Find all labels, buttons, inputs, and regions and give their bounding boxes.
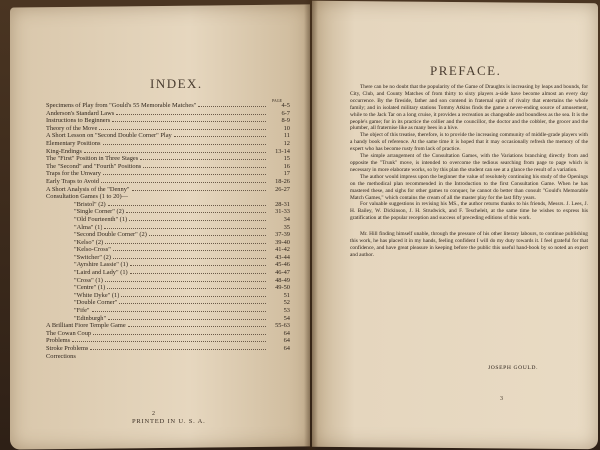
- index-entry-page: 11: [283, 132, 290, 140]
- leader-dots: [174, 136, 266, 137]
- index-entry-title: A Brilliant Fiore Temple Game: [46, 322, 126, 330]
- index-entry: [46, 140, 290, 148]
- index-entry-page: 41-42: [275, 246, 290, 254]
- leader-dots: [103, 174, 266, 175]
- index-entry: [46, 201, 290, 209]
- index-entry-page: 4-5: [281, 102, 290, 109]
- index-entry: [46, 307, 290, 315]
- index-entry: [46, 345, 290, 353]
- leader-dots: [132, 190, 267, 191]
- index-entry-page: 51: [283, 291, 290, 299]
- leader-dots: [129, 220, 266, 221]
- index-entry: [46, 269, 290, 277]
- index-entry: [46, 224, 290, 232]
- preface-paragraph: There can be no doubt that the popularity of the Game of Draughts is increasing by leaps and bounds, for City, Club, and County Matches of from thirty to sixty players a-side have become almost an every day occurrence. By the fireside, father and son contend in fraternal spirit of rivalry that entertains the whole family; and in isolated military stations Tommy Atkins finds the game a never-ending source of amusement, while to the Jack Tar on a long cruise, it provides a recreation as changeable and boundless as the sea. It is the people's game; for in its practice the collier and the councillor, the doctor and the cobbler, the grocer and the plumber, all fraternise like as many bees in a hive.: [350, 84, 588, 132]
- index-entry-page: 16: [283, 162, 290, 170]
- leader-dots: [92, 311, 266, 312]
- index-entry-title: Stroke Problems: [46, 345, 89, 352]
- index-entry-title: "Second Double Corner" (2): [74, 231, 147, 239]
- index-entry-title: "Laird and Lady" (1): [74, 269, 128, 277]
- index-entry-title: Corrections: [46, 352, 76, 360]
- leader-dots: [108, 205, 266, 206]
- index-entry-title: "Switcher" (2): [74, 253, 111, 261]
- index-entry-title: "Bristol" (2): [74, 200, 106, 208]
- preface-body: [350, 84, 588, 259]
- index-entry: [46, 193, 290, 201]
- index-entry: [46, 186, 290, 194]
- index-entry-title: "Fife": [74, 307, 90, 315]
- index-entry: [46, 102, 290, 110]
- index-list: [46, 102, 290, 360]
- preface-paragraph: For valuable suggestions in revising his MS., the author returns thanks to his friends, Messrs. J. Lees, J. H. Bailey, W. Dickinson, J. H. Strudwick, and F. Tescheleit, at the same time he wishes to express his gratification at the popular reception and success of preceding editions of this work.: [350, 201, 588, 222]
- page-column-label: PAGE: [272, 98, 283, 103]
- index-entry-title: A Short Analysis of the "Denny": [46, 185, 130, 193]
- index-entry: [46, 330, 290, 338]
- index-entry: [46, 231, 290, 239]
- leader-dots: [108, 319, 266, 320]
- index-entry-page: 64: [283, 345, 290, 352]
- index-entry-page: 64: [283, 329, 290, 337]
- index-entry-title: Early Traps to Avoid: [46, 177, 99, 185]
- leader-dots: [112, 121, 266, 122]
- index-entry: [46, 315, 290, 323]
- preface-paragraph: The simple arrangement of the Consultation Games, with the Variations branching directly from and opposite the "Trunk" move, is intended to overcome the tedious searching from page to page which is necessary in more elaborate works, so by this plan the student can see at a glance the result of a variation.: [350, 153, 588, 173]
- index-entry-page: 10: [283, 124, 290, 132]
- right-page-number: 3: [500, 396, 503, 402]
- leader-dots: [90, 349, 266, 350]
- preface-paragraph: Mr. Hill finding himself unable, through the pressure of his other literary labours, to continue publishing this work, he has placed it in my hands, feeling confident I will do my duty towards it. I feel grateful for that confidence, and have great pleasure in keeping before the public this useful hand-book by so noted an expert and author.: [350, 231, 588, 258]
- index-entry-page: 55-63: [275, 322, 290, 330]
- printed-in-usa: PRINTED IN U. S. A.: [132, 418, 206, 425]
- preface-paragraph: The object of this treatise, therefore, is to provide the increasing community of middle-grade players with a handy book of reference. At the same time it is hoped that it may occasionally refresh the memory of the expert who has become rusty from lack of practice.: [350, 132, 588, 153]
- index-entry: [46, 148, 290, 156]
- index-entry: [46, 353, 290, 361]
- index-entry: [46, 163, 290, 171]
- leader-dots: [93, 334, 266, 335]
- leader-dots: [143, 167, 266, 168]
- index-entry-title: "Cross" (1): [74, 276, 103, 284]
- index-entry-title: Consultation Games (1 to 20)—: [46, 193, 129, 201]
- leader-dots: [84, 152, 266, 153]
- index-entry-page: 35: [283, 223, 290, 231]
- index-entry-title: Specimens of Play from "Gould's 55 Memorable Matches": [46, 102, 197, 109]
- leader-dots: [130, 265, 266, 266]
- author-signature: JOSEPH GOULD.: [488, 365, 539, 371]
- index-entry-page: 18-26: [275, 177, 290, 185]
- index-entry-page: 26-27: [275, 185, 290, 193]
- index-entry-title: The Cowan Coup: [46, 329, 92, 337]
- preface-title: PREFACE.: [430, 63, 502, 78]
- index-entry-title: "Centre" (1): [74, 284, 106, 292]
- index-entry-title: "Ayrshire Lassie" (1): [74, 261, 128, 269]
- leader-dots: [104, 228, 266, 229]
- leader-dots: [128, 326, 266, 327]
- index-entry: [46, 178, 290, 186]
- index-entry: [46, 254, 290, 262]
- index-entry-title: "Single Corner" (2): [74, 208, 124, 216]
- index-entry: [46, 110, 290, 118]
- index-entry-title: Anderson's Standard Laws: [46, 109, 115, 117]
- index-entry: [46, 284, 290, 292]
- index-entry-page: 53: [283, 307, 290, 315]
- index-entry: [46, 170, 290, 178]
- leader-dots: [103, 144, 267, 145]
- leader-dots: [116, 114, 266, 115]
- index-entry-title: Theory of the Move: [46, 124, 98, 132]
- index-entry-title: "Old Fourteenth" (1): [74, 215, 128, 223]
- leader-dots: [149, 235, 266, 236]
- index-entry: [46, 125, 290, 133]
- index-entry-title: King-Endings: [46, 147, 82, 155]
- preface-paragraph: The author would impress upon the beginner the value of resolutely continuing his study of the Openings on the methodical plan recommended in the Introduction to the first Consultation Game. When he has mastered these, and sighs for other games to conquer, he cannot do better than consult "Gould's Memorable Match Games," which contains the cream of all the master play for the last fifty years.: [350, 173, 588, 201]
- index-entry-title: The "First" Position in Three Stages: [46, 155, 139, 163]
- index-entry-page: 64: [283, 337, 290, 345]
- index-entry-page: 39-40: [275, 238, 290, 246]
- index-entry-title: Problems: [46, 337, 71, 345]
- leader-dots: [72, 341, 266, 342]
- book-gutter: [304, 0, 318, 450]
- index-entry-page: 34: [283, 215, 290, 223]
- index-entry: [46, 216, 290, 224]
- leader-dots: [105, 243, 266, 244]
- index-entry-page: 12: [283, 139, 290, 147]
- leader-dots: [119, 303, 266, 304]
- index-entry-page: 49-50: [275, 284, 290, 292]
- index-entry-page: 45-46: [275, 261, 290, 269]
- index-entry-page: 52: [283, 299, 290, 307]
- index-entry-title: "White Dyke" (1): [74, 291, 120, 299]
- index-entry-page: 31-33: [275, 208, 290, 216]
- leader-dots: [113, 258, 266, 259]
- index-entry: [46, 208, 290, 216]
- index-entry-page: 15: [283, 155, 290, 163]
- leader-dots: [99, 129, 266, 130]
- index-entry-page: 54: [283, 314, 290, 322]
- index-entry-title: The "Second" and "Fourth" Positions: [46, 162, 142, 170]
- index-entry-title: Traps for the Unwary: [46, 170, 101, 178]
- left-page-number: 2: [152, 411, 155, 417]
- index-entry: [46, 132, 290, 140]
- index-entry-page: 37-39: [275, 231, 290, 239]
- index-entry: [46, 155, 290, 163]
- index-entry-page: 48-49: [275, 276, 290, 284]
- index-entry-page: 43-44: [275, 253, 290, 261]
- index-entry-title: Elementary Positions: [46, 139, 101, 147]
- index-entry-title: Instructions to Beginners: [46, 117, 111, 125]
- index-entry-page: 17: [283, 170, 290, 178]
- index-entry-page: 6-7: [281, 109, 290, 117]
- index-entry: [46, 261, 290, 269]
- index-entry: [46, 337, 290, 345]
- leader-dots: [101, 182, 266, 183]
- leader-dots: [198, 106, 266, 107]
- index-entry: [46, 246, 290, 254]
- index-entry-title: "Kelso" (2): [74, 238, 104, 246]
- leader-dots: [105, 281, 266, 282]
- leader-dots: [113, 250, 266, 251]
- index-entry: [46, 239, 290, 247]
- leader-dots: [140, 159, 266, 160]
- index-entry-title: "Kelso-Cross": [74, 246, 111, 254]
- index-entry-title: "Alma" (1): [74, 223, 103, 231]
- leader-dots: [130, 273, 266, 274]
- index-entry: [46, 299, 290, 307]
- index-entry-title: "Double Corner": [74, 299, 118, 307]
- leader-dots: [121, 296, 266, 297]
- index-title: INDEX.: [150, 76, 203, 91]
- leader-dots: [107, 288, 266, 289]
- index-entry-page: 13-14: [275, 147, 290, 155]
- index-entry-page: 8-9: [281, 117, 290, 125]
- index-entry-page: 46-47: [275, 269, 290, 277]
- index-entry: [46, 277, 290, 285]
- index-entry: [46, 292, 290, 300]
- index-entry: [46, 117, 290, 125]
- index-entry: [46, 322, 290, 330]
- index-entry-title: A Short Lesson on "Second Double Corner" Play: [46, 132, 172, 140]
- index-entry-page: 28-31: [275, 200, 290, 208]
- index-entry-title: "Edinburgh": [74, 314, 107, 322]
- leader-dots: [126, 212, 266, 213]
